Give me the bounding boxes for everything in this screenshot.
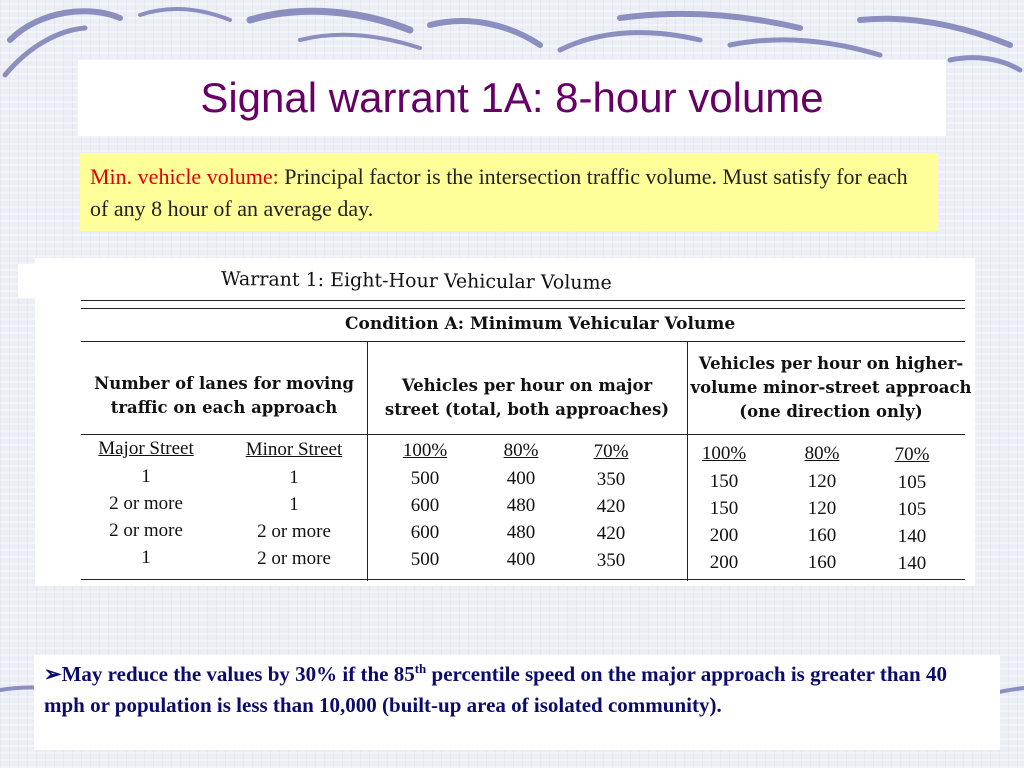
row2-minor-lanes: 1	[289, 494, 299, 515]
row2-min-70: 105	[897, 499, 927, 520]
pct-minor-100: 100%	[701, 443, 747, 464]
row3-maj-100: 600	[410, 522, 440, 543]
row3-maj-80: 480	[506, 522, 536, 543]
pct-major-80: 80%	[503, 440, 539, 461]
row3-min-100: 200	[709, 525, 739, 546]
row3-min-80: 160	[807, 525, 837, 546]
row3-maj-70: 420	[596, 523, 626, 544]
row3-min-70: 140	[897, 526, 927, 547]
header-minor-line3: (one direction only)	[739, 402, 923, 421]
warrant-title: Warrant 1: Eight-Hour Vehicular Volume	[220, 267, 612, 295]
bullet-note	[34, 655, 1000, 750]
row1-maj-100: 500	[410, 468, 440, 489]
row4-maj-80: 400	[506, 549, 536, 570]
pct-major-100: 100%	[402, 440, 448, 461]
row4-major-lanes: 1	[141, 547, 151, 568]
rule-top-2	[81, 308, 965, 309]
header-major	[367, 374, 687, 422]
rule-top	[81, 300, 965, 301]
row1-min-80: 120	[807, 471, 837, 492]
row1-maj-80: 400	[506, 468, 536, 489]
row4-maj-70: 350	[596, 550, 626, 571]
row2-min-80: 120	[807, 498, 837, 519]
rule-bottom	[81, 579, 965, 580]
row1-maj-70: 350	[596, 469, 626, 490]
bullet-text-1: May reduce the values by 30% if the 85	[61, 662, 415, 686]
title-box	[78, 60, 946, 136]
row3-minor-lanes: 2 or more	[257, 521, 331, 542]
slide-title: Signal warrant 1A: 8-hour volume	[200, 74, 824, 121]
header-minor	[687, 352, 975, 424]
header-lanes	[81, 372, 367, 420]
row4-min-80: 160	[807, 552, 837, 573]
pct-major-70: 70%	[593, 441, 629, 462]
note-box	[80, 153, 938, 231]
pct-minor-80: 80%	[804, 443, 840, 464]
row4-min-70: 140	[897, 553, 927, 574]
pct-minor-70: 70%	[894, 444, 930, 465]
header-lanes-line2: traffic on each approach	[110, 398, 338, 417]
row1-min-70: 105	[897, 472, 927, 493]
header-lanes-line1: Number of lanes for moving	[94, 374, 354, 393]
row4-maj-100: 500	[410, 549, 440, 570]
row2-maj-80: 480	[506, 495, 536, 516]
warrant-table	[35, 258, 975, 586]
condition-title: Condition A: Minimum Vehicular Volume	[345, 314, 736, 334]
header-minor-line1: Vehicles per hour on higher-	[698, 354, 964, 373]
bullet-arrow-icon: ➢	[44, 662, 62, 686]
header-major-line2: street (total, both approaches)	[384, 400, 670, 419]
header-major-line1: Vehicles per hour on major	[401, 376, 653, 395]
row1-minor-lanes: 1	[289, 467, 299, 488]
note-lead: Min. vehicle volume:	[90, 164, 279, 189]
row2-maj-100: 600	[410, 495, 440, 516]
rule-condition	[81, 341, 965, 342]
note-text: Principal factor is the intersection traffic volume. Must satisfy for each of any 8 hour of an average day.	[90, 164, 908, 221]
row2-major-lanes: 2 or more	[109, 493, 183, 514]
bullet-text-2: percentile speed on the major approach is greater than 40 mph or population is less than 10,000 (built-up area of isolated community).	[44, 662, 947, 717]
subheader-major-street: Major Street	[98, 438, 194, 459]
header-minor-line2: volume minor-street approach	[690, 378, 972, 397]
rule-header	[81, 434, 965, 435]
row3-major-lanes: 2 or more	[109, 520, 183, 541]
row2-maj-70: 420	[596, 496, 626, 517]
subheader-minor-street: Minor Street	[245, 439, 343, 460]
row2-min-100: 150	[709, 498, 739, 519]
row4-min-100: 200	[709, 552, 739, 573]
row1-min-100: 150	[709, 471, 739, 492]
row1-major-lanes: 1	[141, 466, 151, 487]
bullet-superscript: th	[414, 661, 427, 676]
row4-minor-lanes: 2 or more	[257, 548, 331, 569]
